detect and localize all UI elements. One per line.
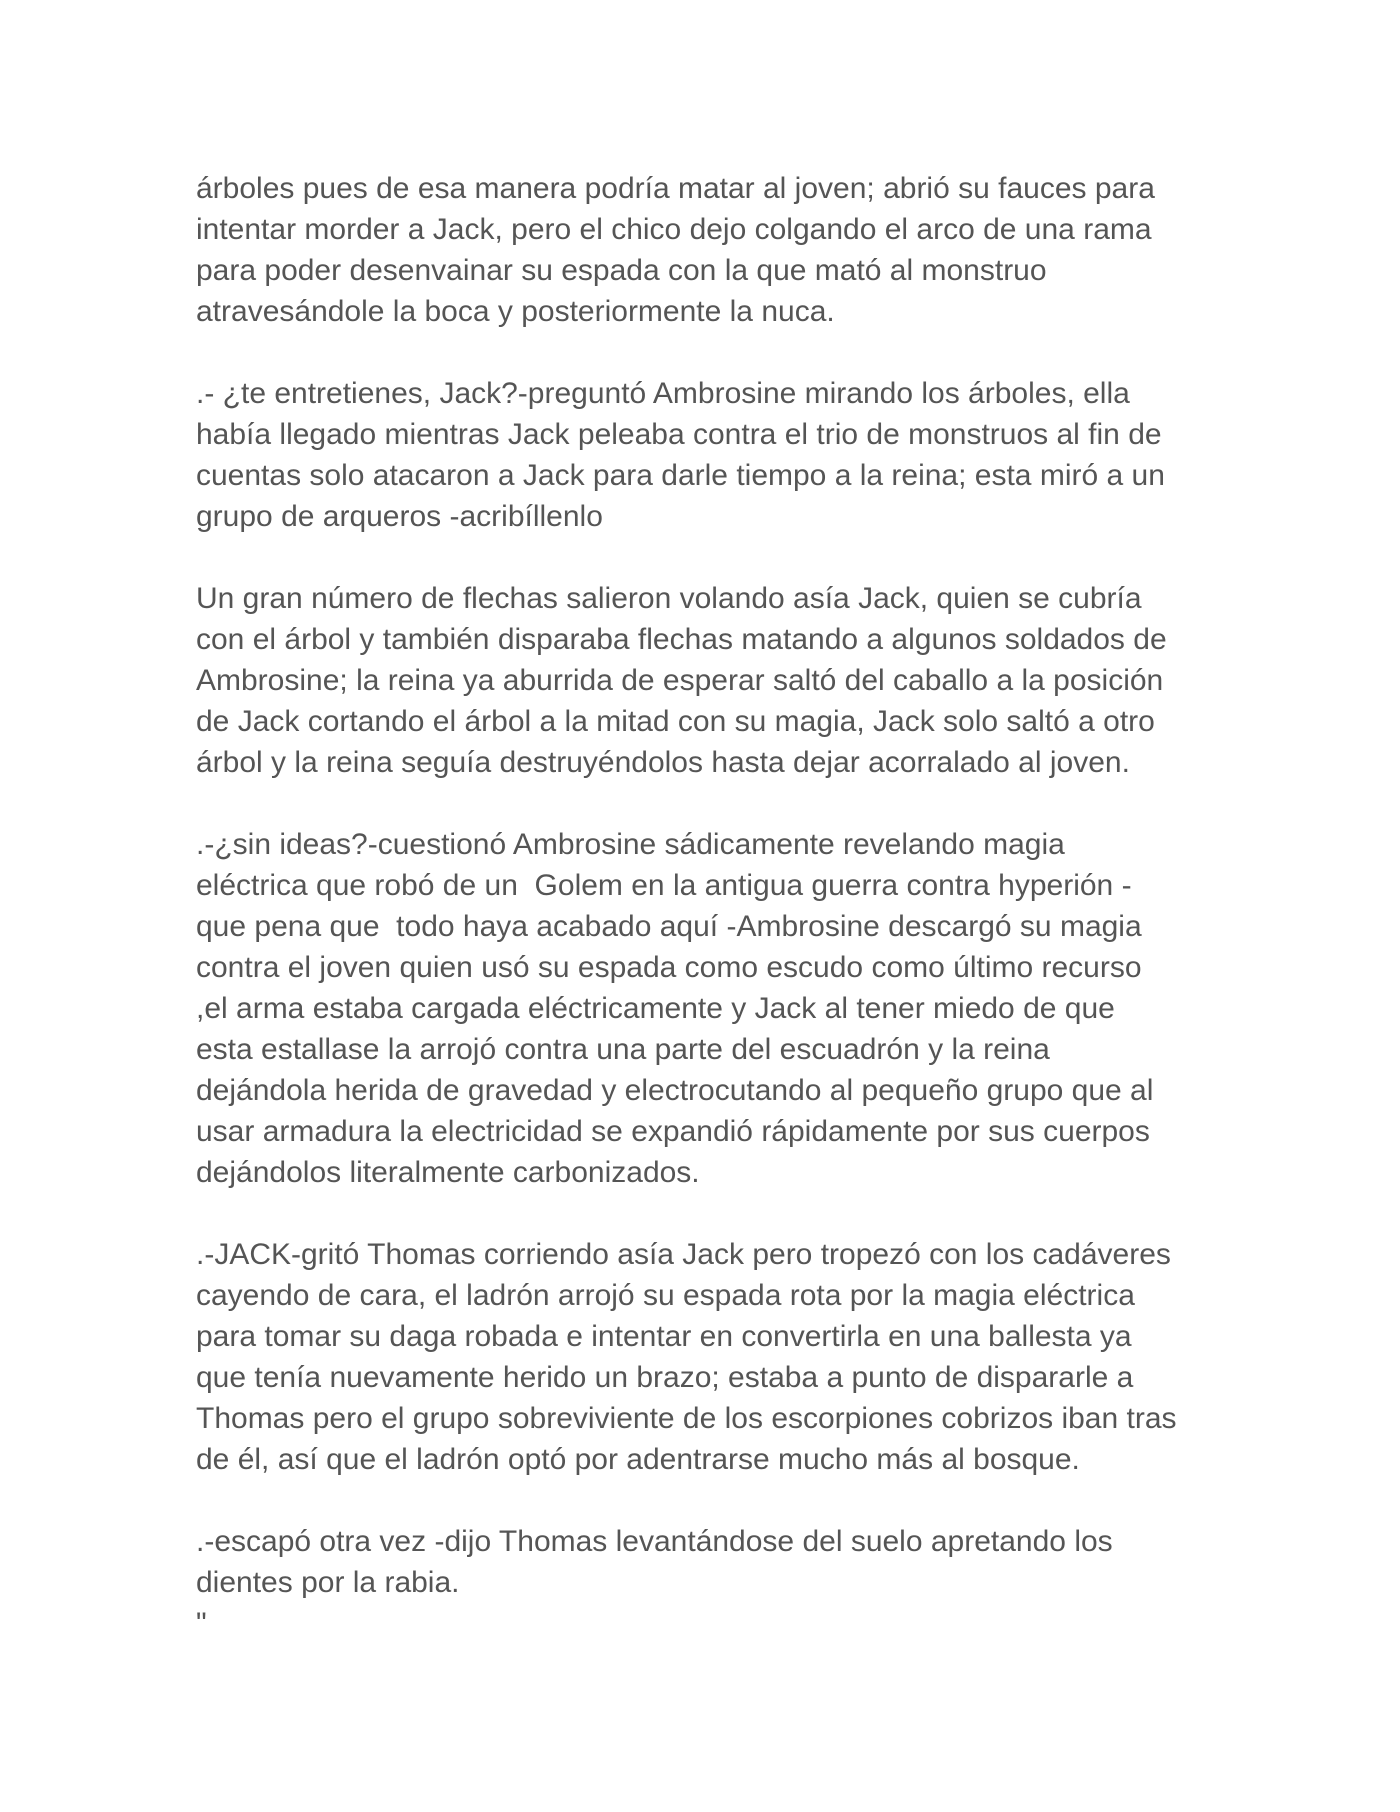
text-line: ,el arma estaba cargada eléctricamente y Jack al tener miedo de que bbox=[196, 992, 1115, 1025]
text-line: con el árbol y también disparaba flechas matando a algunos soldados de bbox=[196, 623, 1167, 656]
text-line: Ambrosine; la reina ya aburrida de esperar saltó del caballo a la posición bbox=[196, 664, 1164, 697]
text-line: usar armadura la electricidad se expandió rápidamente por sus cuerpos bbox=[196, 1115, 1150, 1148]
text-line: Thomas pero el grupo sobreviviente de los escorpiones cobrizos iban tras bbox=[196, 1402, 1177, 1435]
text-line: dejándola herida de gravedad y electrocutando al pequeño grupo que al bbox=[196, 1074, 1154, 1107]
document-body bbox=[196, 168, 1236, 1644]
text-line: cuentas solo atacaron a Jack para darle tiempo a la reina; esta miró a un bbox=[196, 459, 1165, 492]
text-line: atravesándole la boca y posteriormente la nuca. bbox=[196, 295, 835, 328]
paragraph bbox=[196, 578, 1236, 783]
text-line: de él, así que el ladrón optó por adentrarse mucho más al bosque. bbox=[196, 1443, 1080, 1476]
paragraph bbox=[196, 1521, 1236, 1603]
text-line: grupo de arqueros -acribíllenlo bbox=[196, 500, 603, 533]
text-line: para tomar su daga robada e intentar en convertirla en una ballesta ya bbox=[196, 1320, 1132, 1353]
paragraph bbox=[196, 824, 1236, 1193]
text-line: que tenía nuevamente herido un brazo; estaba a punto de dispararle a bbox=[196, 1361, 1134, 1394]
paragraph bbox=[196, 373, 1236, 537]
text-line: que pena que todo haya acabado aquí -Ambrosine descargó su magia bbox=[196, 910, 1142, 943]
paragraph bbox=[196, 168, 1236, 332]
text-line: .- ¿te entretienes, Jack?-preguntó Ambrosine mirando los árboles, ella bbox=[196, 377, 1130, 410]
text-line: Un gran número de flechas salieron volando asía Jack, quien se cubría bbox=[196, 582, 1142, 615]
text-line: había llegado mientras Jack peleaba contra el trio de monstruos al fin de bbox=[196, 418, 1162, 451]
text-line: para poder desenvainar su espada con la que mató al monstruo bbox=[196, 254, 1047, 287]
text-line: eléctrica que robó de un Golem en la antigua guerra contra hyperión - bbox=[196, 869, 1132, 902]
text-line: árbol y la reina seguía destruyéndolos hasta dejar acorralado al joven. bbox=[196, 746, 1130, 779]
text-line: contra el joven quien usó su espada como escudo como último recurso bbox=[196, 951, 1142, 984]
paragraph bbox=[196, 1234, 1236, 1480]
text-line: dejándolos literalmente carbonizados. bbox=[196, 1156, 700, 1189]
text-line: dientes por la rabia. bbox=[196, 1566, 460, 1599]
text-line: de Jack cortando el árbol a la mitad con su magia, Jack solo saltó a otro bbox=[196, 705, 1155, 738]
trailing-quote-mark: " bbox=[196, 1607, 207, 1640]
text-line: .-¿sin ideas?-cuestionó Ambrosine sádicamente revelando magia bbox=[196, 828, 1065, 861]
text-line: árboles pues de esa manera podría matar al joven; abrió su fauces para bbox=[196, 172, 1155, 205]
text-line: intentar morder a Jack, pero el chico dejo colgando el arco de una rama bbox=[196, 213, 1152, 246]
text-line: cayendo de cara, el ladrón arrojó su espada rota por la magia eléctrica bbox=[196, 1279, 1135, 1312]
text-line: .-escapó otra vez -dijo Thomas levantándose del suelo apretando los bbox=[196, 1525, 1113, 1558]
text-line: .-JACK-gritó Thomas corriendo asía Jack pero tropezó con los cadáveres bbox=[196, 1238, 1171, 1271]
text-line: esta estallase la arrojó contra una parte del escuadrón y la reina bbox=[196, 1033, 1050, 1066]
